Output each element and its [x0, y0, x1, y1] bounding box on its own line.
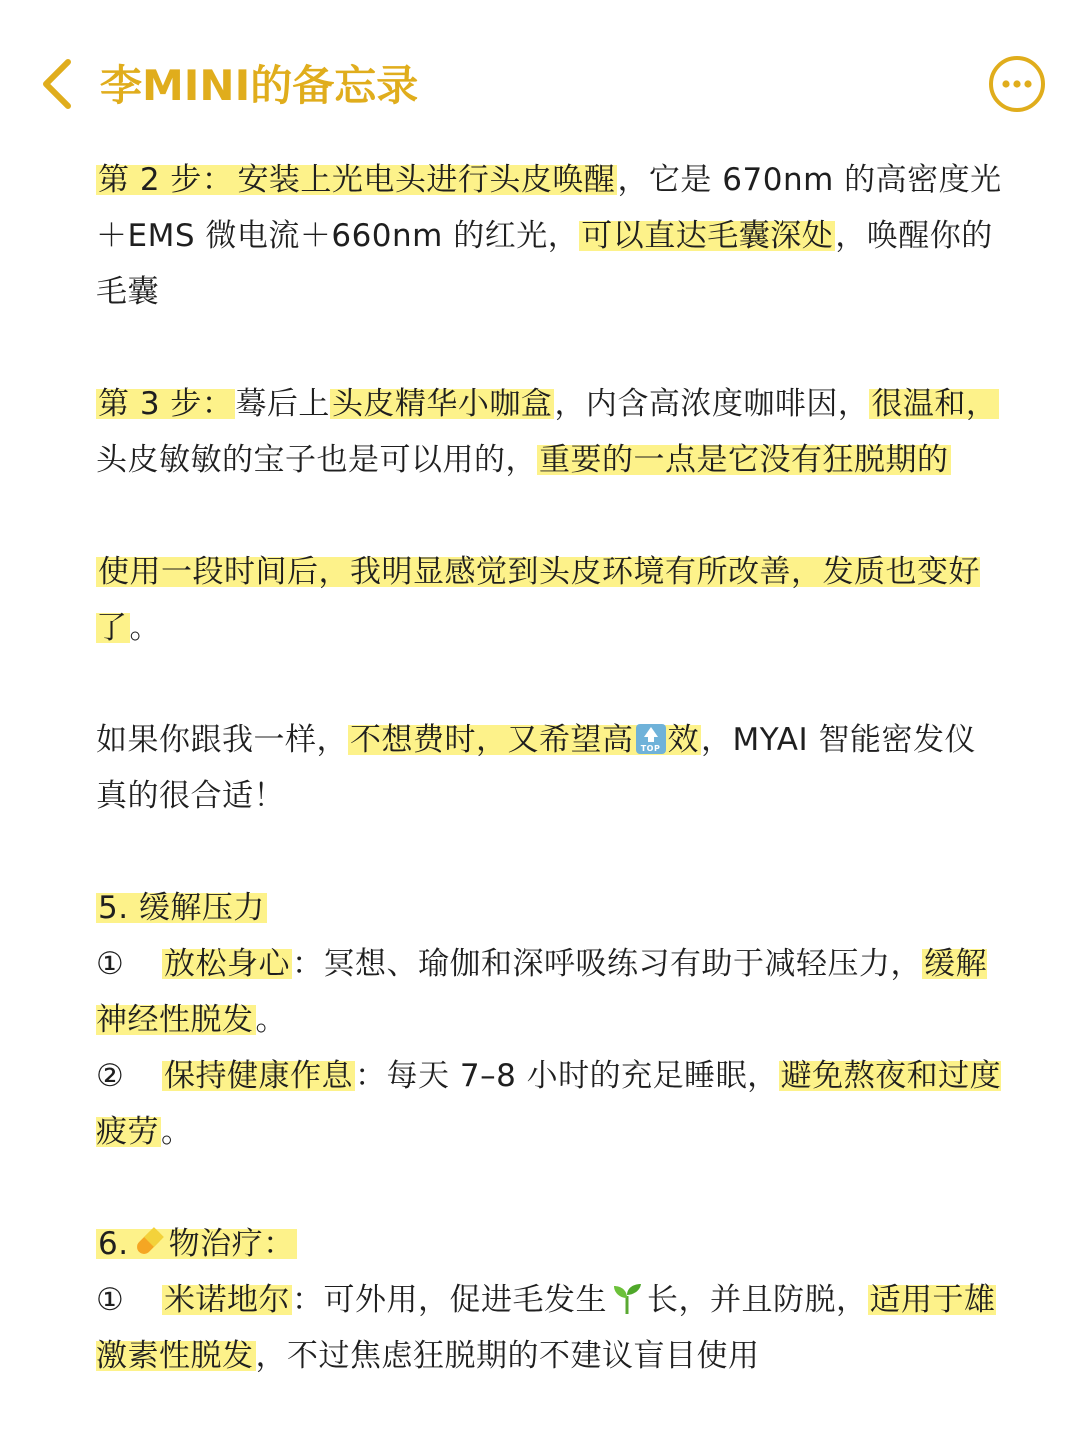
step-3-text-3: 头皮敏敏的宝子也是可以用的， — [96, 442, 537, 478]
item-title-highlight: 放松身心 — [164, 946, 290, 982]
item-highlight-2: 缓解神经性脱发 — [96, 946, 987, 1038]
result-highlight: 使用一段时间后，我明显感觉到头皮环境有所改善，发质也变好了 — [96, 554, 980, 646]
section-6-heading-highlight — [96, 1226, 297, 1262]
section-6-heading — [96, 1216, 1006, 1272]
recommend-highlight-a: 不想费时，又希望高 — [350, 722, 634, 758]
app-header — [0, 0, 1080, 150]
step-3-highlight-1: 头皮精华小咖盒 — [331, 386, 553, 422]
sprout-icon — [609, 1280, 645, 1316]
step-2-highlight-1: 安装上光电头进行头皮唤醒 — [237, 162, 616, 198]
top-arrow-icon — [636, 724, 666, 754]
step-2-label: 第 2 步： — [98, 162, 234, 198]
step-3-label: 第 3 步： — [98, 386, 234, 422]
item-text-2: ，不过焦虑狂脱期的不建议盲目使用 — [255, 1338, 760, 1374]
section-5-heading-text: 5. 缓解压力 — [98, 890, 265, 926]
pill-icon — [131, 1224, 167, 1260]
recommend-text-1: 如果你跟我一样， — [96, 722, 348, 758]
step-3-text-2: ，内含高浓度咖啡因， — [554, 386, 870, 422]
item-title-highlight: 米诺地尔 — [164, 1282, 290, 1318]
step-2-text-2: ，唤醒你的毛囊 — [96, 218, 993, 310]
item-text-1: ：可外用，促进毛发生 — [292, 1282, 607, 1318]
recommend-text-2: ，MYAI 智能密发仪真的很合适！ — [96, 722, 976, 814]
step-2-text-1: ，它是 670nm 的高密度光＋EMS 微电流＋660nm 的红光， — [96, 162, 1002, 254]
item-text-1: ：冥想、瑜伽和深呼吸练习有助于减轻压力， — [292, 946, 922, 982]
item-highlight-2: 避免熬夜和过度疲劳 — [96, 1058, 1002, 1150]
recommend-highlight-b: 效 — [667, 722, 699, 758]
item-number: ① — [96, 946, 125, 982]
section-6-heading-a: 6. — [98, 1226, 129, 1262]
item-text-1b: 长，并且防脱， — [647, 1282, 868, 1318]
step-2-paragraph — [96, 152, 1006, 320]
item-number: ① — [96, 1282, 125, 1318]
item-highlight-2: 适用于雄激素性脱发 — [96, 1282, 996, 1374]
item-text-2: 。 — [255, 1002, 287, 1038]
item-text-2: 。 — [161, 1114, 193, 1150]
section-5-heading — [96, 880, 1006, 936]
section-6-item-1 — [96, 1272, 1006, 1384]
item-title-highlight: 保持健康作息 — [164, 1058, 353, 1094]
item-text-1: ：每天 7–8 小时的充足睡眠， — [355, 1058, 779, 1094]
step-3-paragraph — [96, 376, 1006, 488]
step-3-highlight-3: 重要的一点是它没有狂脱期的 — [539, 442, 949, 478]
more-options-button[interactable] — [988, 55, 1046, 113]
section-6-heading-b: 物治疗： — [168, 1226, 295, 1262]
result-paragraph — [96, 544, 1006, 656]
item-number: ② — [96, 1058, 125, 1094]
top-emoji-text: TOP — [640, 744, 661, 753]
section-5-item-2 — [96, 1048, 1006, 1160]
step-3-text-1: 蓦后上 — [235, 386, 330, 422]
page-title: 李MINI的备忘录 — [100, 61, 419, 110]
note-body[interactable] — [96, 152, 1006, 1384]
section-5-item-1 — [96, 936, 1006, 1048]
result-text: 。 — [129, 610, 161, 646]
chevron-left-icon — [36, 56, 80, 112]
back-button[interactable] — [36, 56, 80, 112]
recommend-paragraph — [96, 712, 1006, 824]
step-2-highlight-2: 可以直达毛囊深处 — [581, 218, 834, 254]
step-3-highlight-2: 很温和， — [871, 386, 998, 422]
recommend-highlight — [348, 722, 701, 758]
more-dots-icon — [988, 55, 1046, 113]
